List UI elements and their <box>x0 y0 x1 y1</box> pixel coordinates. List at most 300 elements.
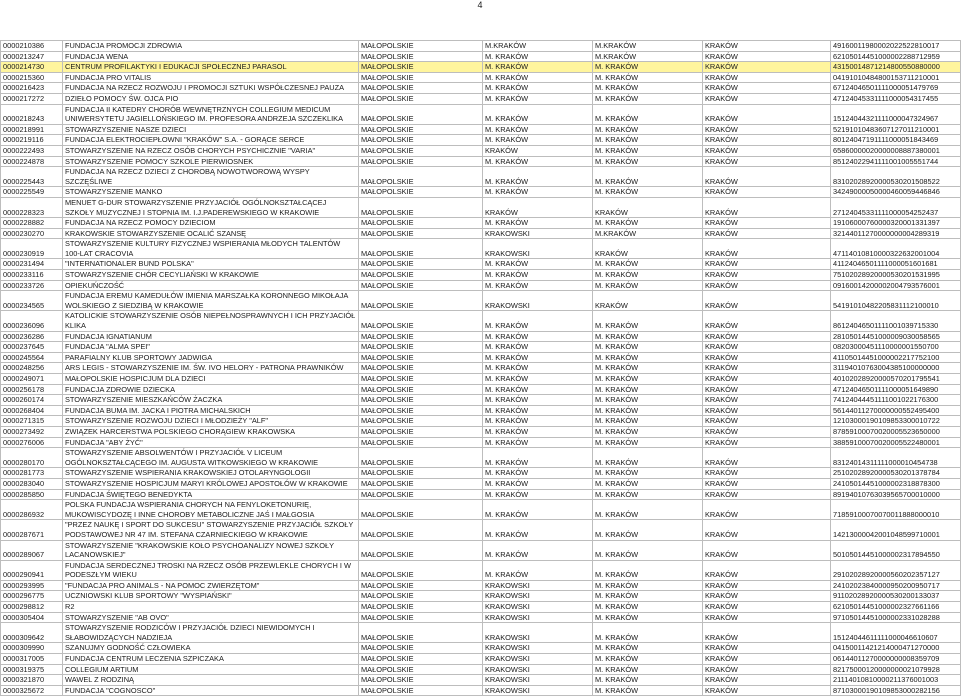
organization-name-cell[interactable]: FUNDACJA EREMU KAMEDUŁÓW IMIENIA MARSZAŁKA KORONNEGO MIKOŁAJA WOLSKIEGO Z SIEDZIBĄ W KRAKOWIE <box>63 291 359 311</box>
municipality-cell[interactable]: M.KRAKÓW <box>593 41 703 52</box>
krs-number-cell[interactable]: 0000228323 <box>1 197 63 217</box>
krs-number-cell[interactable]: 0000215360 <box>1 72 63 83</box>
county-cell[interactable]: M. KRAKÓW <box>483 540 593 560</box>
municipality-cell[interactable]: M. KRAKÓW <box>593 416 703 427</box>
bank-account-cell[interactable]: 52191010483607127011210001 <box>831 124 961 135</box>
organization-name-cell[interactable]: STOWARZYSZENIE ROZWOJU DZIECI I MŁODZIEŻY "ALF" <box>63 416 359 427</box>
voivodeship-cell[interactable]: MAŁOPOLSKIE <box>359 426 483 437</box>
krs-number-cell[interactable]: 0000216423 <box>1 83 63 94</box>
municipality-cell[interactable]: M. KRAKÓW <box>593 560 703 580</box>
county-cell[interactable]: KRAKOWSKI <box>483 664 593 675</box>
bank-account-cell[interactable]: 04150011421214000471270000 <box>831 643 961 654</box>
municipality-cell[interactable]: M. KRAKÓW <box>593 145 703 156</box>
municipality-cell[interactable]: M.KRAKÓW <box>593 228 703 239</box>
voivodeship-cell[interactable]: MAŁOPOLSKIE <box>359 352 483 363</box>
krs-number-cell[interactable]: 0000271315 <box>1 416 63 427</box>
bank-account-cell[interactable]: 25102028920000530201378784 <box>831 468 961 479</box>
krs-number-cell[interactable]: 0000230270 <box>1 228 63 239</box>
voivodeship-cell[interactable]: MAŁOPOLSKIE <box>359 239 483 259</box>
county-cell[interactable]: M. KRAKÓW <box>483 270 593 281</box>
bank-account-cell[interactable]: 62105014451000002288712959 <box>831 51 961 62</box>
county-cell[interactable]: KRAKÓW <box>483 145 593 156</box>
bank-account-cell[interactable]: 40102028920000570201795541 <box>831 374 961 385</box>
county-cell[interactable]: M. KRAKÓW <box>483 363 593 374</box>
voivodeship-cell[interactable]: MAŁOPOLSKIE <box>359 104 483 124</box>
municipality-cell[interactable]: M. KRAKÓW <box>593 352 703 363</box>
municipality-cell[interactable]: M. KRAKÓW <box>593 93 703 104</box>
municipality-cell[interactable]: M. KRAKÓW <box>593 685 703 696</box>
municipality-cell[interactable]: M. KRAKÓW <box>593 591 703 602</box>
krs-number-cell[interactable]: 0000210386 <box>1 41 63 52</box>
voivodeship-cell[interactable]: MAŁOPOLSKIE <box>359 560 483 580</box>
bank-account-cell[interactable]: 50105014451000002317894550 <box>831 540 961 560</box>
county-cell[interactable]: M. KRAKÓW <box>483 83 593 94</box>
voivodeship-cell[interactable]: MAŁOPOLSKIE <box>359 675 483 686</box>
county-cell[interactable]: M. KRAKÓW <box>483 187 593 198</box>
county-cell[interactable]: M.KRAKÓW <box>483 41 593 52</box>
organization-name-cell[interactable]: FUNDACJA ŚWIĘTEGO BENEDYKTA <box>63 489 359 500</box>
municipality-cell[interactable]: M. KRAKÓW <box>593 448 703 468</box>
city-cell[interactable]: KRAKÓW <box>703 612 831 623</box>
voivodeship-cell[interactable]: MAŁOPOLSKIE <box>359 448 483 468</box>
city-cell[interactable]: KRAKÓW <box>703 520 831 540</box>
city-cell[interactable]: KRAKÓW <box>703 187 831 198</box>
municipality-cell[interactable]: M. KRAKÓW <box>593 187 703 198</box>
voivodeship-cell[interactable]: MAŁOPOLSKIE <box>359 654 483 665</box>
bank-account-cell[interactable]: 15124044321111000047324967 <box>831 104 961 124</box>
county-cell[interactable]: KRAKOWSKI <box>483 580 593 591</box>
municipality-cell[interactable]: M. KRAKÓW <box>593 654 703 665</box>
municipality-cell[interactable]: M. KRAKÓW <box>593 426 703 437</box>
voivodeship-cell[interactable]: MAŁOPOLSKIE <box>359 405 483 416</box>
municipality-cell[interactable]: M. KRAKÓW <box>593 218 703 229</box>
voivodeship-cell[interactable]: MAŁOPOLSKIE <box>359 331 483 342</box>
krs-number-cell[interactable]: 0000228882 <box>1 218 63 229</box>
organization-name-cell[interactable]: FUNDACJA "COGNOSCO" <box>63 685 359 696</box>
bank-account-cell[interactable]: 08203000451110000001550700 <box>831 342 961 353</box>
county-cell[interactable]: M. KRAKÓW <box>483 72 593 83</box>
city-cell[interactable]: KRAKÓW <box>703 93 831 104</box>
bank-account-cell[interactable]: 47114010810000322632001004 <box>831 239 961 259</box>
municipality-cell[interactable]: M. KRAKÓW <box>593 331 703 342</box>
county-cell[interactable]: M. KRAKÓW <box>483 560 593 580</box>
krs-number-cell[interactable]: 0000225443 <box>1 167 63 187</box>
municipality-cell[interactable]: KRAKÓW <box>593 291 703 311</box>
municipality-cell[interactable]: M. KRAKÓW <box>593 540 703 560</box>
organization-name-cell[interactable]: OPIEKUŃCZOŚĆ <box>63 280 359 291</box>
city-cell[interactable]: KRAKÓW <box>703 384 831 395</box>
city-cell[interactable]: KRAKÓW <box>703 437 831 448</box>
bank-account-cell[interactable]: 75102028920000530201531995 <box>831 270 961 281</box>
city-cell[interactable]: KRAKÓW <box>703 197 831 217</box>
krs-number-cell[interactable]: 0000281773 <box>1 468 63 479</box>
county-cell[interactable]: M. KRAKÓW <box>483 520 593 540</box>
municipality-cell[interactable]: M. KRAKÓW <box>593 156 703 167</box>
bank-account-cell[interactable]: 82175000120000000021079928 <box>831 664 961 675</box>
voivodeship-cell[interactable]: MAŁOPOLSKIE <box>359 93 483 104</box>
city-cell[interactable]: KRAKÓW <box>703 352 831 363</box>
organization-name-cell[interactable]: ZWIĄZEK HARCERSTWA POLSKIEGO CHORĄGIEW KRAKOWSKA <box>63 426 359 437</box>
voivodeship-cell[interactable]: MAŁOPOLSKIE <box>359 83 483 94</box>
organization-name-cell[interactable]: FUNDACJA "ALMA SPEI" <box>63 342 359 353</box>
city-cell[interactable]: KRAKÓW <box>703 311 831 331</box>
county-cell[interactable]: KRAKOWSKI <box>483 623 593 643</box>
municipality-cell[interactable]: M. KRAKÓW <box>593 311 703 331</box>
county-cell[interactable]: M. KRAKÓW <box>483 280 593 291</box>
organization-name-cell[interactable]: POLSKA FUNDACJA WSPIERANIA CHORYCH NA FENYLOKETONURIĘ, MUKOWISCYDOZĘ I INNE CHOROBY METABOLICZNE JAŚ I MAŁGOSIA <box>63 500 359 520</box>
voivodeship-cell[interactable]: MAŁOPOLSKIE <box>359 342 483 353</box>
voivodeship-cell[interactable]: MAŁOPOLSKIE <box>359 540 483 560</box>
bank-account-cell[interactable]: 06144011270000000008359709 <box>831 654 961 665</box>
organization-name-cell[interactable]: STOWARZYSZENIE CHÓR CECYLIAŃSKI W KRAKOWIE <box>63 270 359 281</box>
county-cell[interactable]: M. KRAKÓW <box>483 437 593 448</box>
krs-number-cell[interactable]: 0000317005 <box>1 654 63 665</box>
voivodeship-cell[interactable]: MAŁOPOLSKIE <box>359 520 483 540</box>
county-cell[interactable]: M. KRAKÓW <box>483 416 593 427</box>
municipality-cell[interactable]: KRAKÓW <box>593 239 703 259</box>
voivodeship-cell[interactable]: MAŁOPOLSKIE <box>359 612 483 623</box>
municipality-cell[interactable]: M. KRAKÓW <box>593 62 703 73</box>
organization-name-cell[interactable]: STOWARZYSZENIE POMOCY SZKOLE PIERWIOSNEK <box>63 156 359 167</box>
organization-name-cell[interactable]: STOWARZYSZENIE KULTURY FIZYCZNEJ WSPIERANIA MŁODYCH TALENTÓW 100-LAT CRACOVIA <box>63 239 359 259</box>
municipality-cell[interactable]: KRAKÓW <box>593 197 703 217</box>
municipality-cell[interactable]: M. KRAKÓW <box>593 104 703 124</box>
county-cell[interactable]: KRAKÓW <box>483 197 593 217</box>
county-cell[interactable]: M. KRAKÓW <box>483 124 593 135</box>
city-cell[interactable]: KRAKÓW <box>703 580 831 591</box>
krs-number-cell[interactable]: 0000224878 <box>1 156 63 167</box>
county-cell[interactable]: M. KRAKÓW <box>483 167 593 187</box>
city-cell[interactable]: KRAKÓW <box>703 540 831 560</box>
krs-number-cell[interactable]: 0000273492 <box>1 426 63 437</box>
county-cell[interactable]: M. KRAKÓW <box>483 218 593 229</box>
krs-number-cell[interactable]: 0000276006 <box>1 437 63 448</box>
organization-name-cell[interactable]: UCZNIOWSKI KLUB SPORTOWY "WYSPIAŃSKI" <box>63 591 359 602</box>
bank-account-cell[interactable]: 41105014451000002217752100 <box>831 352 961 363</box>
organization-name-cell[interactable]: STOWARZYSZENIE MIESZKAŃCÓW ŻACZKA <box>63 395 359 406</box>
voivodeship-cell[interactable]: MAŁOPOLSKIE <box>359 187 483 198</box>
bank-account-cell[interactable]: 56144011270000000552495400 <box>831 405 961 416</box>
krs-number-cell[interactable]: 0000280170 <box>1 448 63 468</box>
organization-name-cell[interactable]: MENUET G-DUR STOWARZYSZENIE PRZYJACIÓŁ OGÓLNOKSZTAŁCĄCEJ SZKOŁY MUZYCZNEJ I STOPNIA IM. I.J.PADEREWSKIEGO W KRAKOWIE <box>63 197 359 217</box>
county-cell[interactable]: M. KRAKÓW <box>483 259 593 270</box>
municipality-cell[interactable]: M. KRAKÓW <box>593 280 703 291</box>
bank-account-cell[interactable]: 19106000760000320001331397 <box>831 218 961 229</box>
krs-number-cell[interactable]: 0000218991 <box>1 124 63 135</box>
municipality-cell[interactable]: M. KRAKÓW <box>593 374 703 385</box>
organization-name-cell[interactable]: "INTERNATIONALER BUND POLSKA" <box>63 259 359 270</box>
voivodeship-cell[interactable]: MAŁOPOLSKIE <box>359 416 483 427</box>
organization-name-cell[interactable]: FUNDACJA "ABY ŻYĆ" <box>63 437 359 448</box>
krs-number-cell[interactable]: 0000309990 <box>1 643 63 654</box>
city-cell[interactable]: KRAKÓW <box>703 145 831 156</box>
city-cell[interactable]: KRAKÓW <box>703 448 831 468</box>
city-cell[interactable]: KRAKÓW <box>703 259 831 270</box>
organization-name-cell[interactable]: FUNDACJA IGNATIANUM <box>63 331 359 342</box>
bank-account-cell[interactable]: 71859100070070011888000010 <box>831 500 961 520</box>
city-cell[interactable]: KRAKÓW <box>703 167 831 187</box>
bank-account-cell[interactable]: 43150014871214800550880000 <box>831 62 961 73</box>
city-cell[interactable]: KRAKÓW <box>703 156 831 167</box>
municipality-cell[interactable]: M. KRAKÓW <box>593 437 703 448</box>
municipality-cell[interactable]: M. KRAKÓW <box>593 363 703 374</box>
organization-name-cell[interactable]: "PRZEZ NAUKĘ I SPORT DO SUKCESU" STOWARZYSZENIE PRZYJACIÓŁ SZKOŁY PODSTAWOWEJ NR 47 IM. STEFANA CZARNIECKIEGO W KRAKOWIE <box>63 520 359 540</box>
voivodeship-cell[interactable]: MAŁOPOLSKIE <box>359 197 483 217</box>
organization-name-cell[interactable]: FUNDACJA NA RZECZ ROZWOJU I PROMOCJI SZTUKI WSPÓŁCZESNEJ PAUZA <box>63 83 359 94</box>
organization-name-cell[interactable]: FUNDACJA ZDROWIE DZIECKA <box>63 384 359 395</box>
organization-name-cell[interactable]: FUNDACJA PROMOCJI ZDROWIA <box>63 41 359 52</box>
krs-number-cell[interactable]: 0000289067 <box>1 540 63 560</box>
organization-name-cell[interactable]: STOWARZYSZENIE "KRAKOWSKIE KOŁO PSYCHOANALIZY NOWEJ SZKOŁY LACANOWSKIEJ" <box>63 540 359 560</box>
organization-name-cell[interactable]: MAŁOPOLSKIE HOSPICJUM DLA DZIECI <box>63 374 359 385</box>
organization-name-cell[interactable]: FUNDACJA SERDECZNEJ TROSKI NA RZECZ OSÓB PRZEWLEKLE CHORYCH I W PODESZŁYM WIEKU <box>63 560 359 580</box>
municipality-cell[interactable]: M. KRAKÓW <box>593 675 703 686</box>
krs-number-cell[interactable]: 0000213247 <box>1 51 63 62</box>
krs-number-cell[interactable]: 0000296775 <box>1 591 63 602</box>
city-cell[interactable]: KRAKÓW <box>703 51 831 62</box>
city-cell[interactable]: KRAKÓW <box>703 675 831 686</box>
organization-name-cell[interactable]: ARS LEGIS - STOWARZYSZENIE IM. ŚW. IVO HELORY - PATRONA PRAWNIKÓW <box>63 363 359 374</box>
county-cell[interactable]: M. KRAKÓW <box>483 374 593 385</box>
county-cell[interactable]: M. KRAKÓW <box>483 135 593 146</box>
county-cell[interactable]: KRAKOWSKI <box>483 675 593 686</box>
krs-number-cell[interactable]: 0000214730 <box>1 62 63 73</box>
voivodeship-cell[interactable]: MAŁOPOLSKIE <box>359 395 483 406</box>
krs-number-cell[interactable]: 0000293995 <box>1 580 63 591</box>
organization-name-cell[interactable]: FUNDACJA II KATEDRY CHORÓB WEWNĘTRZNYCH COLLEGIUM MEDICUM UNIWERSYTETU JAGIELLOŃSKIEGO IM. PROFESORA ANDRZEJA SZCZEKLIKA <box>63 104 359 124</box>
bank-account-cell[interactable]: 67124046501111000051479769 <box>831 83 961 94</box>
voivodeship-cell[interactable]: MAŁOPOLSKIE <box>359 591 483 602</box>
bank-account-cell[interactable]: 74124044451111001022176300 <box>831 395 961 406</box>
voivodeship-cell[interactable]: MAŁOPOLSKIE <box>359 218 483 229</box>
krs-number-cell[interactable]: 0000230919 <box>1 239 63 259</box>
city-cell[interactable]: KRAKÓW <box>703 489 831 500</box>
county-cell[interactable]: M. KRAKÓW <box>483 478 593 489</box>
krs-number-cell[interactable]: 0000305404 <box>1 612 63 623</box>
municipality-cell[interactable]: M. KRAKÓW <box>593 384 703 395</box>
city-cell[interactable]: KRAKÓW <box>703 228 831 239</box>
city-cell[interactable]: KRAKÓW <box>703 239 831 259</box>
bank-account-cell[interactable]: 85124022941111001005551744 <box>831 156 961 167</box>
organization-name-cell[interactable]: WAWEL Z RODZINĄ <box>63 675 359 686</box>
voivodeship-cell[interactable]: MAŁOPOLSKIE <box>359 135 483 146</box>
bank-account-cell[interactable]: 15124044611111000046610607 <box>831 623 961 643</box>
municipality-cell[interactable]: M. KRAKÓW <box>593 167 703 187</box>
organization-name-cell[interactable]: SZANUJMY GODNOŚĆ CZŁOWIEKA <box>63 643 359 654</box>
bank-account-cell[interactable]: 89194010763039565700010000 <box>831 489 961 500</box>
municipality-cell[interactable]: M. KRAKÓW <box>593 612 703 623</box>
bank-account-cell[interactable]: 12103000190109853300010722 <box>831 416 961 427</box>
municipality-cell[interactable]: M. KRAKÓW <box>593 602 703 613</box>
county-cell[interactable]: M. KRAKÓW <box>483 62 593 73</box>
municipality-cell[interactable]: M. KRAKÓW <box>593 83 703 94</box>
county-cell[interactable]: M. KRAKÓW <box>483 352 593 363</box>
organization-name-cell[interactable]: PARAFIALNY KLUB SPORTOWY JADWIGA <box>63 352 359 363</box>
krs-number-cell[interactable]: 0000225549 <box>1 187 63 198</box>
organization-name-cell[interactable]: STOWARZYSZENIE "AB OVO" <box>63 612 359 623</box>
krs-number-cell[interactable]: 0000218243 <box>1 104 63 124</box>
county-cell[interactable]: M. KRAKÓW <box>483 104 593 124</box>
city-cell[interactable]: KRAKÓW <box>703 416 831 427</box>
municipality-cell[interactable]: M. KRAKÓW <box>593 580 703 591</box>
organization-name-cell[interactable]: KATOLICKIE STOWARZYSZENIE OSÓB NIEPEŁNOSPRAWNYCH I ICH PRZYJACIÓŁ KLIKA <box>63 311 359 331</box>
krs-number-cell[interactable]: 0000233116 <box>1 270 63 281</box>
bank-account-cell[interactable]: 80124047191111000051843469 <box>831 135 961 146</box>
krs-number-cell[interactable]: 0000219116 <box>1 135 63 146</box>
city-cell[interactable]: KRAKÓW <box>703 478 831 489</box>
county-cell[interactable]: M. KRAKÓW <box>483 384 593 395</box>
city-cell[interactable]: KRAKÓW <box>703 374 831 385</box>
municipality-cell[interactable]: M. KRAKÓW <box>593 489 703 500</box>
bank-account-cell[interactable]: 86124046501111001039715330 <box>831 311 961 331</box>
city-cell[interactable]: KRAKÓW <box>703 342 831 353</box>
voivodeship-cell[interactable]: MAŁOPOLSKIE <box>359 311 483 331</box>
county-cell[interactable]: KRAKOWSKI <box>483 239 593 259</box>
county-cell[interactable]: KRAKOWSKI <box>483 591 593 602</box>
city-cell[interactable]: KRAKÓW <box>703 426 831 437</box>
bank-account-cell[interactable]: 62105014451000002327661166 <box>831 602 961 613</box>
municipality-cell[interactable]: M. KRAKÓW <box>593 124 703 135</box>
voivodeship-cell[interactable]: MAŁOPOLSKIE <box>359 623 483 643</box>
municipality-cell[interactable]: M. KRAKÓW <box>593 395 703 406</box>
voivodeship-cell[interactable]: MAŁOPOLSKIE <box>359 62 483 73</box>
county-cell[interactable]: KRAKOWSKI <box>483 602 593 613</box>
city-cell[interactable]: KRAKÓW <box>703 270 831 281</box>
krs-number-cell[interactable]: 0000290941 <box>1 560 63 580</box>
voivodeship-cell[interactable]: MAŁOPOLSKIE <box>359 478 483 489</box>
city-cell[interactable]: KRAKÓW <box>703 468 831 479</box>
municipality-cell[interactable]: M. KRAKÓW <box>593 664 703 675</box>
krs-number-cell[interactable]: 0000237645 <box>1 342 63 353</box>
county-cell[interactable]: M. KRAKÓW <box>483 93 593 104</box>
organization-name-cell[interactable]: FUNDACJA ELEKTROCIEPŁOWNI "KRAKÓW" S.A. - GORĄCE SERCE <box>63 135 359 146</box>
organization-name-cell[interactable]: STOWARZYSZENIE MANKO <box>63 187 359 198</box>
organization-name-cell[interactable]: STOWARZYSZENIE HOSPICJUM MARYI KRÓLOWEJ APOSTOŁÓW W KRAKOWIE <box>63 478 359 489</box>
county-cell[interactable]: M. KRAKÓW <box>483 405 593 416</box>
city-cell[interactable]: KRAKÓW <box>703 405 831 416</box>
bank-account-cell[interactable]: 27124045331111000054252437 <box>831 197 961 217</box>
city-cell[interactable]: KRAKÓW <box>703 664 831 675</box>
bank-account-cell[interactable]: 31194010763004385100000000 <box>831 363 961 374</box>
voivodeship-cell[interactable]: MAŁOPOLSKIE <box>359 643 483 654</box>
bank-account-cell[interactable]: 97105014451000002331028288 <box>831 612 961 623</box>
organization-name-cell[interactable]: STOWARZYSZENIE ABSOLWENTÓW I PRZYJACIÓŁ V LICEUM OGÓLNOKSZTAŁCĄCEGO IM. AUGUSTA WITKOWSKIEGO W KRAKOWIE <box>63 448 359 468</box>
bank-account-cell[interactable]: 54191010482205831112100010 <box>831 291 961 311</box>
voivodeship-cell[interactable]: MAŁOPOLSKIE <box>359 167 483 187</box>
city-cell[interactable]: KRAKÓW <box>703 560 831 580</box>
voivodeship-cell[interactable]: MAŁOPOLSKIE <box>359 602 483 613</box>
krs-number-cell[interactable]: 0000321870 <box>1 675 63 686</box>
county-cell[interactable]: KRAKOWSKI <box>483 612 593 623</box>
city-cell[interactable]: KRAKÓW <box>703 218 831 229</box>
municipality-cell[interactable]: M. KRAKÓW <box>593 405 703 416</box>
krs-number-cell[interactable]: 0000236286 <box>1 331 63 342</box>
city-cell[interactable]: KRAKÓW <box>703 500 831 520</box>
voivodeship-cell[interactable]: MAŁOPOLSKIE <box>359 51 483 62</box>
krs-number-cell[interactable]: 0000231494 <box>1 259 63 270</box>
city-cell[interactable]: KRAKÓW <box>703 83 831 94</box>
bank-account-cell[interactable]: 14213000042001048599710001 <box>831 520 961 540</box>
municipality-cell[interactable]: M. KRAKÓW <box>593 135 703 146</box>
organization-name-cell[interactable]: FUNDACJA CENTRUM LECZENIA SZPICZAKA <box>63 654 359 665</box>
organization-name-cell[interactable]: FUNDACJA NA RZECZ POMOCY DZIECIOM <box>63 218 359 229</box>
voivodeship-cell[interactable]: MAŁOPOLSKIE <box>359 437 483 448</box>
krs-number-cell[interactable]: 0000234565 <box>1 291 63 311</box>
bank-account-cell[interactable]: 04191010484800153711210001 <box>831 72 961 83</box>
krs-number-cell[interactable]: 0000249071 <box>1 374 63 385</box>
bank-account-cell[interactable]: 83102028920000530201508522 <box>831 167 961 187</box>
county-cell[interactable]: M. KRAKÓW <box>483 395 593 406</box>
city-cell[interactable]: KRAKÓW <box>703 685 831 696</box>
municipality-cell[interactable]: M. KRAKÓW <box>593 72 703 83</box>
organization-name-cell[interactable]: CENTRUM PROFILAKTYKI I EDUKACJI SPOŁECZNEJ PARASOL <box>63 62 359 73</box>
bank-account-cell[interactable]: 41124046501111000051601681 <box>831 259 961 270</box>
krs-number-cell[interactable]: 0000309642 <box>1 623 63 643</box>
bank-account-cell[interactable]: 28105014451000009030058565 <box>831 331 961 342</box>
county-cell[interactable]: M. KRAKÓW <box>483 342 593 353</box>
voivodeship-cell[interactable]: MAŁOPOLSKIE <box>359 41 483 52</box>
city-cell[interactable]: KRAKÓW <box>703 41 831 52</box>
municipality-cell[interactable]: M. KRAKÓW <box>593 342 703 353</box>
voivodeship-cell[interactable]: MAŁOPOLSKIE <box>359 580 483 591</box>
krs-number-cell[interactable]: 0000248256 <box>1 363 63 374</box>
county-cell[interactable]: M. KRAKÓW <box>483 311 593 331</box>
organization-name-cell[interactable]: FUNDACJA WENA <box>63 51 359 62</box>
municipality-cell[interactable]: M. KRAKÓW <box>593 520 703 540</box>
city-cell[interactable]: KRAKÓW <box>703 291 831 311</box>
krs-number-cell[interactable]: 0000287671 <box>1 520 63 540</box>
municipality-cell[interactable]: M.KRAKÓW <box>593 51 703 62</box>
county-cell[interactable]: KRAKOWSKI <box>483 228 593 239</box>
bank-account-cell[interactable]: 38859100070020005522480001 <box>831 437 961 448</box>
bank-account-cell[interactable]: 87859100070020005523650000 <box>831 426 961 437</box>
voivodeship-cell[interactable]: MAŁOPOLSKIE <box>359 384 483 395</box>
krs-number-cell[interactable]: 0000285850 <box>1 489 63 500</box>
voivodeship-cell[interactable]: MAŁOPOLSKIE <box>359 664 483 675</box>
voivodeship-cell[interactable]: MAŁOPOLSKIE <box>359 468 483 479</box>
voivodeship-cell[interactable]: MAŁOPOLSKIE <box>359 156 483 167</box>
voivodeship-cell[interactable]: MAŁOPOLSKIE <box>359 291 483 311</box>
organization-name-cell[interactable]: "FUNDACJA PRO ANIMALS - NA POMOC ZWIERZĘTOM" <box>63 580 359 591</box>
county-cell[interactable]: M. KRAKÓW <box>483 468 593 479</box>
county-cell[interactable]: KRAKOWSKI <box>483 685 593 696</box>
organization-name-cell[interactable]: COLLEGIUM ARTIUM <box>63 664 359 675</box>
krs-number-cell[interactable]: 0000298812 <box>1 602 63 613</box>
voivodeship-cell[interactable]: MAŁOPOLSKIE <box>359 270 483 281</box>
krs-number-cell[interactable]: 0000245564 <box>1 352 63 363</box>
krs-number-cell[interactable]: 0000256178 <box>1 384 63 395</box>
city-cell[interactable]: KRAKÓW <box>703 280 831 291</box>
county-cell[interactable]: KRAKOWSKI <box>483 643 593 654</box>
voivodeship-cell[interactable]: MAŁOPOLSKIE <box>359 145 483 156</box>
city-cell[interactable]: KRAKÓW <box>703 331 831 342</box>
county-cell[interactable]: M. KRAKÓW <box>483 156 593 167</box>
organization-name-cell[interactable]: STOWARZYSZENIE RODZICÓW I PRZYJACIÓŁ DZIECI NIEWIDOMYCH I SŁABOWIDZĄCYCH NADZIEJA <box>63 623 359 643</box>
voivodeship-cell[interactable]: MAŁOPOLSKIE <box>359 124 483 135</box>
organization-name-cell[interactable]: FUNDACJA NA RZECZ DZIECI Z CHOROBĄ NOWOTWOROWĄ WYSPY SZCZĘŚLIWE <box>63 167 359 187</box>
bank-account-cell[interactable]: 09160014200002004793576001 <box>831 280 961 291</box>
city-cell[interactable]: KRAKÓW <box>703 591 831 602</box>
voivodeship-cell[interactable]: MAŁOPOLSKIE <box>359 363 483 374</box>
bank-account-cell[interactable]: 65860000020000008887380001 <box>831 145 961 156</box>
organization-name-cell[interactable]: FUNDACJA BUMA IM. JACKA I PIOTRA MICHALSKICH <box>63 405 359 416</box>
municipality-cell[interactable]: M. KRAKÓW <box>593 478 703 489</box>
city-cell[interactable]: KRAKÓW <box>703 62 831 73</box>
county-cell[interactable]: M. KRAKÓW <box>483 331 593 342</box>
krs-number-cell[interactable]: 0000286932 <box>1 500 63 520</box>
krs-number-cell[interactable]: 0000233726 <box>1 280 63 291</box>
organization-name-cell[interactable]: STOWARZYSZENIE NASZE DZIECI <box>63 124 359 135</box>
